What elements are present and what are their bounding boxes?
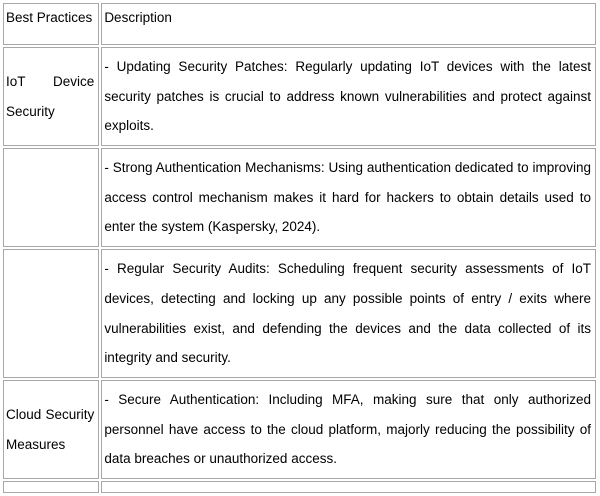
description-cell: - Secure Authentication: Including MFA, making sure that only authorized personnel have access to the cloud platform, majorly reducing the possibility of data breaches or unauthorized access. [101,380,596,479]
table-row [3,380,596,479]
table-row [3,47,596,146]
best-practices-table [1,1,598,495]
table-header-row [3,3,596,45]
practice-cell [3,481,99,493]
description-cell: - Strong Authentication Mechanisms: Using authentication dedicated to improving access control mechanism makes it hard for hackers to obtain details used to enter the system (Kaspersky, 2024). [101,148,596,247]
table-row [3,249,596,378]
description-cell [101,481,596,493]
practice-cell [3,148,99,247]
header-best-practices: Best Practices [3,3,99,45]
practice-cell: IoT Device Security [3,47,99,146]
description-cell: - Regular Security Audits: Scheduling frequent security assessments of IoT devices, detecting and locking up any possible points of entry / exits where vulnerabilities exist, and defending the devices and the data collected of its integrity and security. [101,249,596,378]
table-row [3,481,596,493]
description-cell: - Updating Security Patches: Regularly updating IoT devices with the latest security patches is crucial to address known vulnerabilities and protect against exploits. [101,47,596,146]
table-row [3,148,596,247]
practice-cell: Cloud Security Measures [3,380,99,479]
practice-cell [3,249,99,378]
header-description: Description [101,3,596,45]
